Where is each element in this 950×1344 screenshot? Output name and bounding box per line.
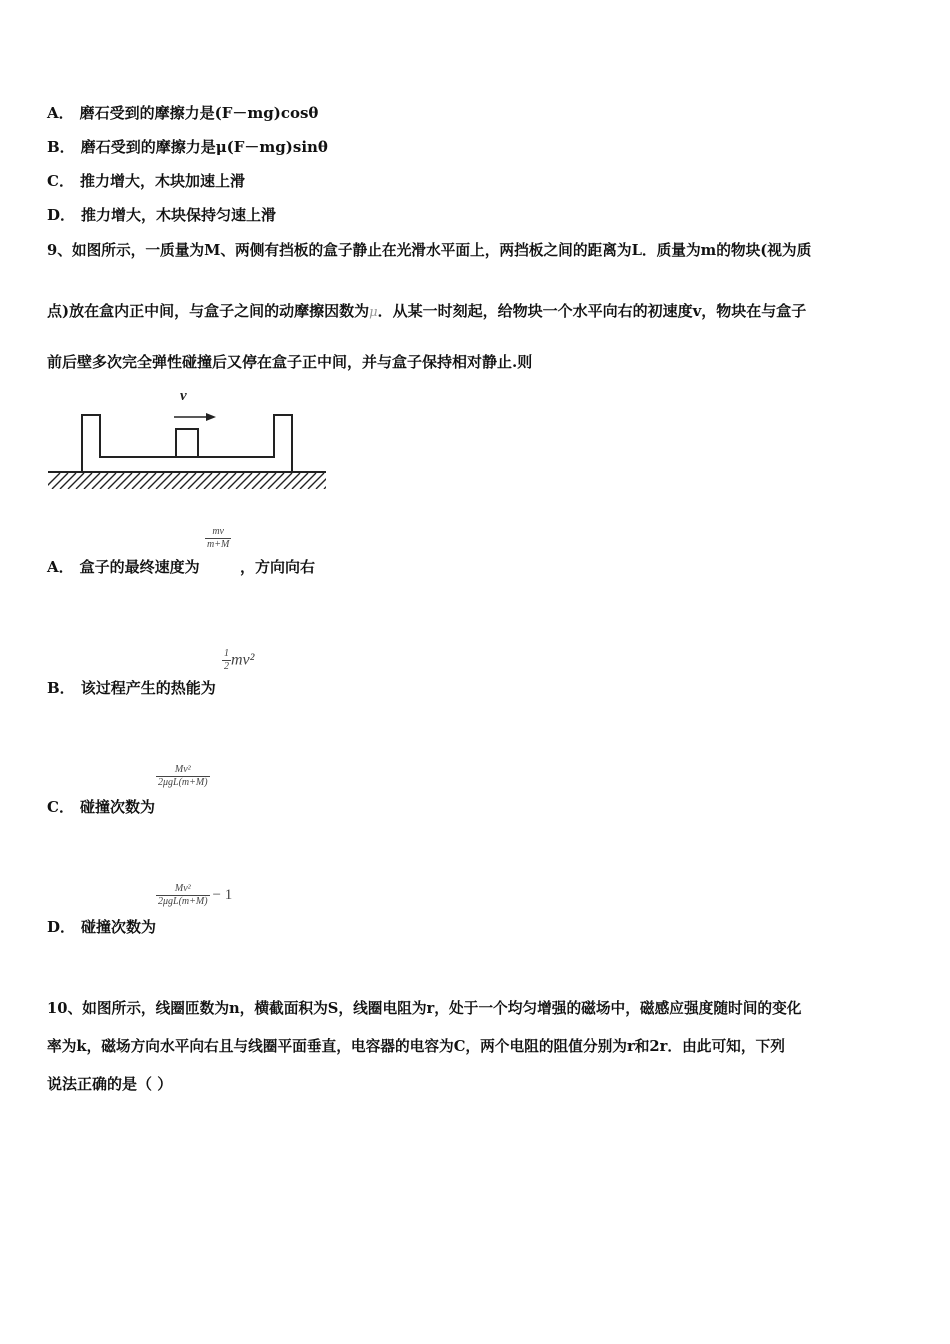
option-letter: D． — [47, 206, 76, 224]
q8-option-c — [47, 170, 245, 191]
option-text: 磨石受到的摩擦力是μ(F－mg)sinθ — [80, 138, 328, 156]
formula-rest: − 1 — [212, 887, 233, 903]
option-letter: C． — [47, 798, 74, 816]
formula-final-velocity — [205, 526, 231, 551]
formula-collision-count — [156, 764, 210, 789]
q9-option-a — [47, 556, 200, 577]
formula-denominator: 2μgL(m+M) — [158, 896, 208, 907]
velocity-label: v — [180, 388, 187, 404]
formula-numerator: mv — [205, 526, 231, 539]
formula-denominator: 2 — [224, 661, 229, 672]
q9-stem-line2-b: ．从某一时刻起，给物块一个水平向右的初速度v，物块在与盒子 — [377, 302, 807, 320]
option-text: 推力增大，木块保持匀速上滑 — [81, 206, 277, 224]
q9-stem-line2-a: 点)放在盒内正中间，与盒子之间的动摩擦因数为 — [47, 302, 370, 320]
q9-option-c — [47, 796, 155, 817]
formula-rest: mv² — [231, 651, 255, 669]
q9-stem-line2 — [47, 300, 806, 321]
q9-stem-line3: 前后壁多次完全弹性碰撞后又停在盒子正中间，并与盒子保持相对静止.则 — [47, 353, 533, 371]
box-block-figure — [44, 383, 329, 493]
formula-numerator: Mv² — [156, 764, 210, 777]
formula-collision-count-minus-one — [156, 883, 232, 908]
mu-symbol: μ — [369, 305, 378, 320]
option-text: 碰撞次数为 — [79, 798, 155, 816]
option-letter: C． — [47, 172, 74, 190]
formula-denominator: m+M — [207, 539, 230, 550]
option-text: 磨石受到的摩擦力是(F－mg)cosθ — [79, 104, 319, 122]
q9-option-b — [47, 677, 216, 698]
option-text: 推力增大，木块加速上滑 — [79, 172, 245, 190]
option-letter: B． — [47, 138, 75, 156]
velocity-arrowhead — [206, 413, 216, 421]
q10-stem-line1: 10、如图所示，线圈匝数为n，横截面积为S，线圈电阻为r，处于一个均匀增强的磁场中，磁感应强度随时间的变化 — [47, 1000, 802, 1017]
q8-option-a — [47, 102, 318, 123]
option-letter: A． — [47, 104, 74, 122]
q10-stem-line3: 说法正确的是（ ） — [47, 1075, 173, 1093]
ground-hatching — [44, 473, 329, 489]
block — [176, 429, 198, 457]
option-letter: B． — [47, 679, 75, 697]
formula-numerator: Mv² — [156, 883, 210, 896]
q9-stem-line1: 9、如图所示，一质量为M、两侧有挡板的盒子静止在光滑水平面上，两挡板之间的距离为L．质量为m的物块(视为质 — [47, 242, 812, 259]
q10-stem-line2: 率为k，磁场方向水平向右且与线圈平面垂直，电容器的电容为C，两个电阻的阻值分别为r和2r．由此可知，下列 — [47, 1038, 785, 1055]
q8-option-d — [47, 204, 276, 225]
formula-heat-energy — [222, 648, 254, 673]
option-letter: D． — [47, 918, 76, 936]
option-letter: A． — [47, 558, 74, 576]
option-text: 碰撞次数为 — [81, 918, 157, 936]
option-text: 盒子的最终速度为 — [79, 558, 200, 576]
q9-option-a-direction: ，方向向右 — [240, 558, 316, 576]
q9-option-d — [47, 916, 156, 937]
option-text: 该过程产生的热能为 — [80, 679, 216, 697]
formula-denominator: 2μgL(m+M) — [158, 777, 208, 788]
formula-numerator: 1 — [224, 648, 229, 659]
q8-option-b — [47, 136, 328, 157]
